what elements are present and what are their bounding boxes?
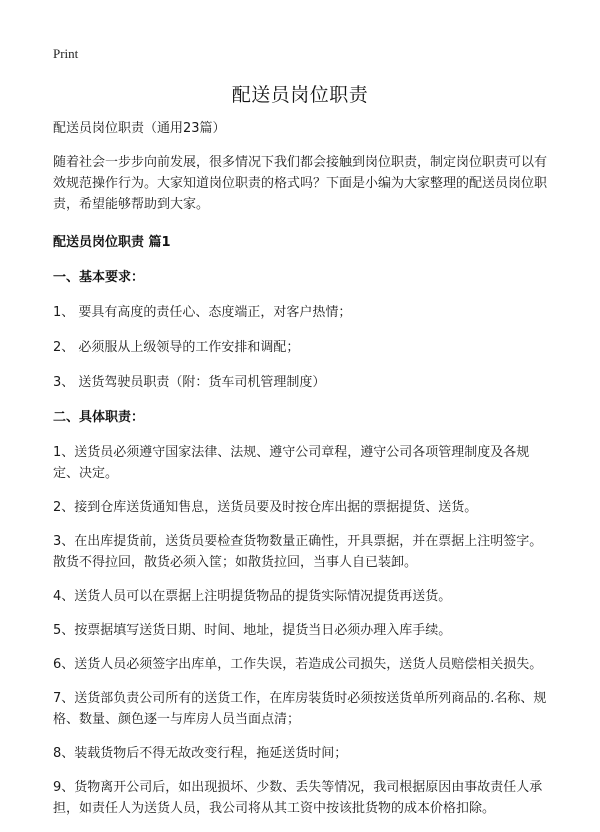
list-item: 2、接到仓库送货通知售息，送货员要及时按仓库出据的票据提货、送货。	[53, 500, 478, 515]
list-item: 1、送货员必须遵守国家法律、法规、遵守公司章程，遵守公司各项管理制度及各规定、决定。	[53, 445, 530, 481]
section-heading: 配送员岗位职责 篇1	[53, 235, 171, 250]
list-item: 4、送货人员可以在票据上注明提货物品的提货实际情况提货再送货。	[53, 589, 452, 604]
list-item: 9、货物离开公司后，如出现损坏、少数、丢失等情况，我司根据原因由事故责任人承担，如责任人为送货人员，我公司将从其工资中按该批货物的成本价格扣除。	[53, 780, 543, 816]
list-item: 7、送货部负责公司所有的送货工作，在库房装货时必须按送货单所列商品的.名称、规格、数量、颜色逐一与库房人员当面点清；	[53, 691, 547, 727]
list-item: 8、装载货物后不得无故改变行程，拖延送货时间；	[53, 746, 348, 761]
document-subtitle: 配送员岗位职责（通用23篇）	[53, 121, 226, 136]
list-item: 3、在出库提货前，送货员要检查货物数量正确性，开具票据，并在票据上注明签字。散货不得拉回，散货必须入筐；如散货拉回，当事人自已装卸。	[53, 534, 543, 570]
print-link[interactable]: Print	[53, 46, 79, 61]
list-item: 3、 送货驾驶员职责（附：货车司机管理制度）	[53, 375, 326, 390]
basic-requirements-list	[53, 302, 550, 393]
list-item: 2、 必须服从上级领导的工作安排和调配；	[53, 340, 300, 355]
list-item: 1、 要具有高度的责任心、态度端正，对客户热情；	[53, 305, 352, 320]
document-body	[53, 118, 550, 832]
page-title: 配送员岗位职责	[231, 84, 369, 106]
specific-duties-heading: 二、具体职责：	[53, 410, 145, 425]
list-item: 5、按票据填写送货日期、时间、地址，提货当日必须办理入库手续。	[53, 623, 452, 638]
list-item: 6、送货人员必须签字出库单，工作失误，若造成公司损失，送货人员赔偿相关损失。	[53, 657, 543, 672]
specific-duties-list	[53, 442, 550, 819]
intro-paragraph: 随着社会一步步向前发展，很多情况下我们都会接触到岗位职责，制定岗位职责可以有效规范操作行为。大家知道岗位职责的格式吗？下面是小编为大家整理的配送员岗位职责，希望能够帮助到大家。	[53, 155, 548, 212]
basic-requirements-heading: 一、基本要求：	[53, 270, 145, 285]
